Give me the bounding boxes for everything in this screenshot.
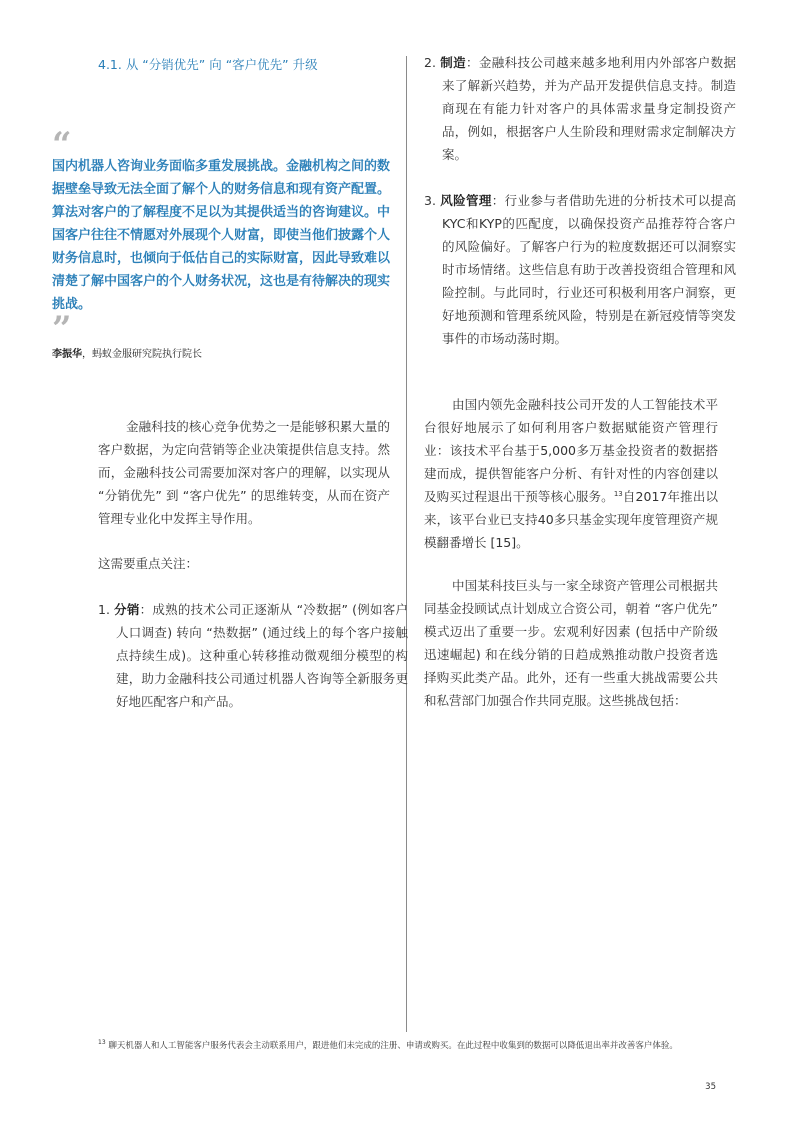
column-divider	[406, 56, 407, 1032]
close-quote-icon: ”	[52, 309, 72, 349]
list-item-manufacturing	[424, 51, 736, 166]
footnote-number: 13	[98, 1039, 106, 1047]
footnote-text: 聊天机器人和人工智能客户服务代表会主动联系用户，跟进他们未完成的注册、申请或购买。在此过程中收集到的数据可以降低退出率并改善客户体验。	[108, 1041, 678, 1051]
paragraph-text-a: 由国内领先金融科技公司开发的人工智能技术平台很好地展示了如何利用客户数据赋能资产管理行业：该技术平台基于5,000多万基金投资者的数据搭建而成，提供智能客户分析、有针对性的内容创建以及购买过程退出干预等核心服务。	[424, 397, 718, 504]
footnote-reference: 13	[613, 489, 623, 498]
quote-attribution	[52, 345, 202, 360]
open-quote-icon: “	[52, 125, 72, 165]
right-paragraph-2: 中国某科技巨头与一家全球资产管理公司根据共同基金投顾试点计划成立合资公司，朝着 “客户优先” 模式迈出了重要一步。宏观利好因素 (包括中产阶级迅速崛起) 和在线分销的日趋成熟推动散户投资者选择购买此类产品。此外，还有一些重大挑战需要公共和私营部门加强合作共同克服。这些挑战包括：	[424, 578, 718, 708]
list-text: ：行业参与者借助先进的分析技术可以提高KYC和KYP的匹配度，以确保投资产品推荐符合客户的风险偏好。了解客户行为的粒度数据还可以洞察实时市场情绪。这些信息有助于改善投资组合管理和风险控制。与此同时，行业还可积极利用客户洞察，更好地预测和管理系统风险，特别是在新冠疫情等突发事件的市场动荡时期。	[442, 193, 736, 346]
page-number: 35	[705, 1082, 716, 1092]
left-paragraph-2: 这需要重点关注：	[98, 556, 199, 571]
right-paragraph-1	[424, 393, 718, 554]
quote-author-name: 李振华	[52, 349, 82, 360]
section-title: 4.1. 从 “分销优先” 向 “客户优先” 升级	[98, 57, 318, 72]
list-text: ：成熟的技术公司正逐渐从 “冷数据” (例如客户人口调查) 转向 “热数据” (通过线上的每个客户接触点持续生成)。这种重心转移推动微观细分模型的构建，助力金融科技公司通过机器人咨询等全新服务更好地匹配客户和产品。	[116, 602, 408, 709]
list-label: 风险管理	[440, 193, 492, 208]
list-label: 分销	[114, 602, 140, 617]
list-item-risk-management	[424, 189, 736, 350]
paragraph-text-b: 自2017年推出以来，该平台业已支持40多只基金实现年度管理资产规模翻番增长 [15]。	[424, 489, 718, 550]
list-number: 2.	[424, 55, 436, 70]
pull-quote: 国内机器人咨询业务面临多重发展挑战。金融机构之间的数据壁垒导致无法全面了解个人的财务信息和现有资产配置。算法对客户的了解程度不足以为其提供适当的咨询建议。中国客户往往不情愿对外展现个人财富，即使当他们披露个人财务信息时，也倾向于低估自己的实际财富，因此导致难以清楚了解中国客户的个人财务状况，这也是有待解决的现实挑战。	[52, 159, 391, 312]
left-paragraph-1: 金融科技的核心竞争优势之一是能够积累大量的客户数据，为定向营销等企业决策提供信息支持。然而，金融科技公司需要加深对客户的理解，以实现从 “分销优先” 到 “客户优先” 的思维转变，从而在资产管理专业化中发挥主导作用。	[98, 419, 390, 526]
list-text: ：金融科技公司越来越多地利用内外部客户数据来了解新兴趋势，并为产品开发提供信息支持。制造商现在有能力针对客户的具体需求量身定制投资产品，例如，根据客户人生阶段和理财需求定制解决方案。	[442, 55, 736, 162]
list-item-distribution	[98, 598, 408, 713]
list-number: 3.	[424, 193, 436, 208]
list-label: 制造	[440, 55, 467, 70]
footnote	[98, 1040, 710, 1053]
list-number: 1.	[98, 602, 110, 617]
quote-author-title: ，蚂蚁金服研究院执行院长	[82, 349, 202, 360]
